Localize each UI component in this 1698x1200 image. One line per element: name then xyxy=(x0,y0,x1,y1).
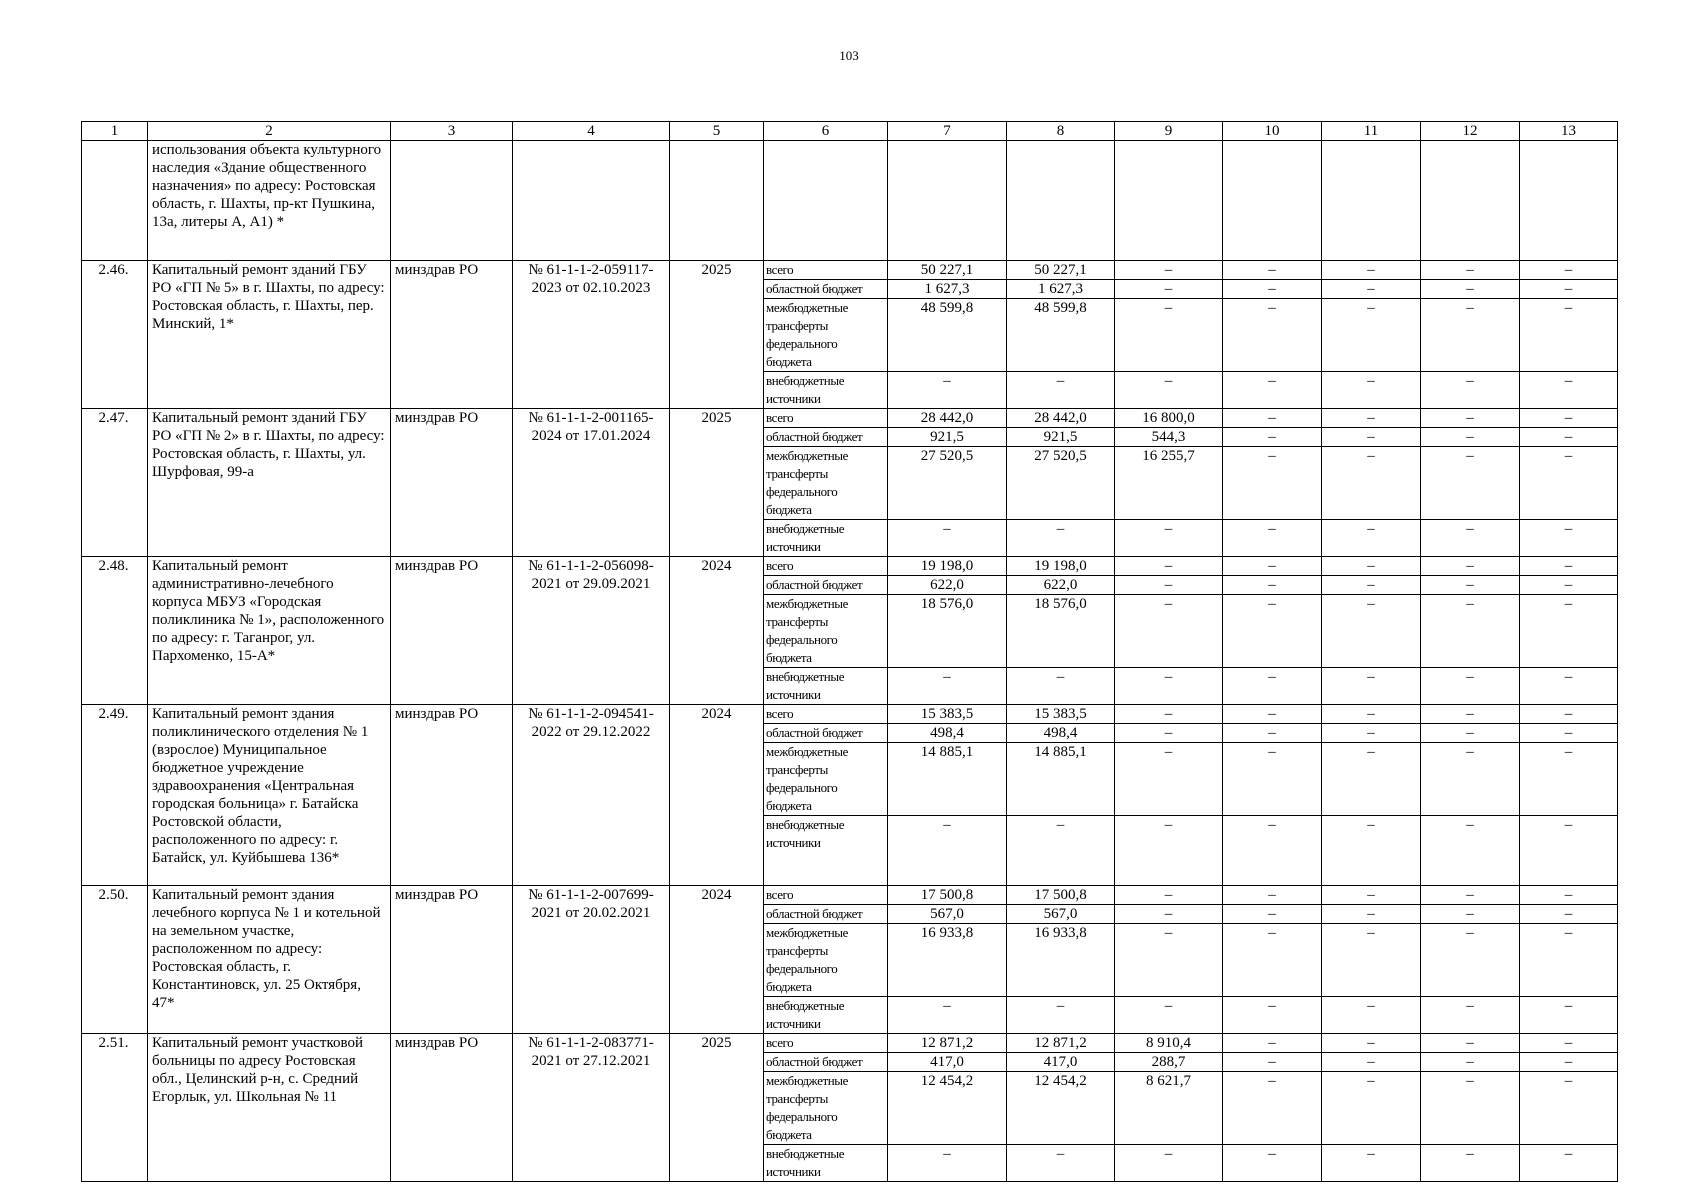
value-cell: – xyxy=(1421,299,1520,372)
table-row xyxy=(82,1034,1618,1053)
document-number: № 61-1-1-2-083771-2021 от 27.12.2021 xyxy=(513,1034,670,1182)
value-cell: – xyxy=(1520,924,1618,997)
value-cell: – xyxy=(1223,299,1322,372)
value-cell: – xyxy=(1115,520,1223,557)
value-cell: – xyxy=(1322,1072,1421,1145)
column-number-13: 13 xyxy=(1520,122,1618,141)
value-cell: – xyxy=(1520,816,1618,886)
funding-source: всего xyxy=(764,705,888,724)
object-name: Капитальный ремонт зданий ГБУ РО «ГП № 5» в г. Шахты, по адресу: Ростовская область, г. Шахты, пер. Минский, 1* xyxy=(148,261,391,409)
value-cell: – xyxy=(888,997,1007,1034)
column-number-11: 11 xyxy=(1322,122,1421,141)
value-cell: – xyxy=(1421,1072,1520,1145)
value-cell: – xyxy=(1115,557,1223,576)
funding-source: межбюджетные трансферты федерального бюджета xyxy=(764,299,888,372)
column-number-4: 4 xyxy=(513,122,670,141)
value-cell: – xyxy=(1115,595,1223,668)
column-number-9: 9 xyxy=(1115,122,1223,141)
object-name: Капитальный ремонт административно-лечебного корпуса МБУЗ «Городская поликлиника № 1», расположенного по адресу: г. Таганрог, ул. Пархоменко, 15-А* xyxy=(148,557,391,705)
table-row xyxy=(82,557,1618,576)
value-cell: 8 910,4 xyxy=(1115,1034,1223,1053)
value-cell: – xyxy=(1223,372,1322,409)
column-number-5: 5 xyxy=(670,122,764,141)
value-cell: – xyxy=(1223,997,1322,1034)
value-cell: – xyxy=(1421,409,1520,428)
responsible-org: минздрав РО xyxy=(391,1034,513,1182)
funding-source: межбюджетные трансферты федерального бюджета xyxy=(764,743,888,816)
value-cell: – xyxy=(1520,447,1618,520)
funding-source: внебюджетные источники xyxy=(764,372,888,409)
document-number: № 61-1-1-2-059117-2023 от 02.10.2023 xyxy=(513,261,670,409)
object-name: Капитальный ремонт здания поликлинического отделения № 1 (взрослое) Муниципальное бюджетное учреждение здравоохранения «Центральная городская больница» г. Батайска Ростовской области, расположенного по адресу: г. Батайск, ул. Куйбышева 136* xyxy=(148,705,391,886)
value-cell: – xyxy=(1421,576,1520,595)
value-cell: 16 255,7 xyxy=(1115,447,1223,520)
value-cell: – xyxy=(1115,816,1223,886)
column-number-12: 12 xyxy=(1421,122,1520,141)
value-cell: – xyxy=(1421,557,1520,576)
value-cell: – xyxy=(888,1145,1007,1182)
value-cell: – xyxy=(1322,997,1421,1034)
value-cell: – xyxy=(1007,816,1115,886)
value-cell: – xyxy=(1520,1053,1618,1072)
value-cell: 12 871,2 xyxy=(888,1034,1007,1053)
group-number: 2.46. xyxy=(82,261,148,409)
column-number-3: 3 xyxy=(391,122,513,141)
value-cell: – xyxy=(1223,705,1322,724)
value-cell: – xyxy=(1421,743,1520,816)
value-cell: – xyxy=(1520,886,1618,905)
value-cell: – xyxy=(1223,1053,1322,1072)
value-cell: – xyxy=(1322,705,1421,724)
year: 2024 xyxy=(670,557,764,705)
responsible-org: минздрав РО xyxy=(391,409,513,557)
funding-source: всего xyxy=(764,409,888,428)
value-cell: – xyxy=(1115,668,1223,705)
responsible-org: минздрав РО xyxy=(391,261,513,409)
group-number: 2.48. xyxy=(82,557,148,705)
value-cell: – xyxy=(1421,705,1520,724)
value-cell: – xyxy=(1007,520,1115,557)
value-cell: 567,0 xyxy=(1007,905,1115,924)
value-cell: – xyxy=(1115,261,1223,280)
value-cell: 417,0 xyxy=(1007,1053,1115,1072)
value-cell: – xyxy=(1322,409,1421,428)
value-cell: – xyxy=(1223,557,1322,576)
cell-num xyxy=(82,141,148,261)
value-cell: 16 933,8 xyxy=(888,924,1007,997)
value-cell: 1 627,3 xyxy=(1007,280,1115,299)
value-cell: – xyxy=(1115,905,1223,924)
value-cell: – xyxy=(1115,924,1223,997)
value-cell: 567,0 xyxy=(888,905,1007,924)
value-cell: – xyxy=(1322,447,1421,520)
value-cell: – xyxy=(1007,997,1115,1034)
value-cell: 50 227,1 xyxy=(888,261,1007,280)
value-cell: – xyxy=(1115,1145,1223,1182)
value-cell: 14 885,1 xyxy=(888,743,1007,816)
value-cell: – xyxy=(1322,1053,1421,1072)
value-cell: – xyxy=(1322,372,1421,409)
value-cell: – xyxy=(1421,261,1520,280)
value-cell: – xyxy=(1520,520,1618,557)
value-cell: 17 500,8 xyxy=(888,886,1007,905)
value-cell: – xyxy=(1520,905,1618,924)
value-cell: – xyxy=(1223,428,1322,447)
funding-source: областной бюджет xyxy=(764,905,888,924)
value-cell: – xyxy=(1223,743,1322,816)
value-cell: – xyxy=(888,668,1007,705)
year: 2024 xyxy=(670,886,764,1034)
value-cell: 16 933,8 xyxy=(1007,924,1115,997)
value-cell: – xyxy=(1007,372,1115,409)
value-cell: – xyxy=(1322,576,1421,595)
value-cell: – xyxy=(1322,905,1421,924)
funding-source: областной бюджет xyxy=(764,428,888,447)
value-cell: – xyxy=(1520,724,1618,743)
value-cell: 622,0 xyxy=(1007,576,1115,595)
value-cell: – xyxy=(1223,1145,1322,1182)
document-number: № 61-1-1-2-094541-2022 от 29.12.2022 xyxy=(513,705,670,886)
value-cell: – xyxy=(1223,668,1322,705)
group-number: 2.50. xyxy=(82,886,148,1034)
value-cell: – xyxy=(1520,705,1618,724)
value-cell: 15 383,5 xyxy=(888,705,1007,724)
column-number-10: 10 xyxy=(1223,122,1322,141)
value-cell: – xyxy=(1223,595,1322,668)
value-cell: – xyxy=(1322,924,1421,997)
value-cell: 27 520,5 xyxy=(888,447,1007,520)
funding-source: внебюджетные источники xyxy=(764,1145,888,1182)
value-cell: – xyxy=(1322,428,1421,447)
value-cell: – xyxy=(1520,372,1618,409)
value-cell: – xyxy=(1520,428,1618,447)
funding-source: межбюджетные трансферты федерального бюджета xyxy=(764,447,888,520)
value-cell: – xyxy=(888,520,1007,557)
column-number-1: 1 xyxy=(82,122,148,141)
value-cell: – xyxy=(1115,705,1223,724)
funding-source: областной бюджет xyxy=(764,280,888,299)
value-cell: – xyxy=(1322,668,1421,705)
value-cell: – xyxy=(1007,668,1115,705)
value-cell: 288,7 xyxy=(1115,1053,1223,1072)
value-cell: 18 576,0 xyxy=(1007,595,1115,668)
funding-source: всего xyxy=(764,1034,888,1053)
funding-source: областной бюджет xyxy=(764,1053,888,1072)
value-cell: – xyxy=(1421,997,1520,1034)
page-number: 103 xyxy=(839,48,859,63)
value-cell: – xyxy=(1520,280,1618,299)
value-cell: – xyxy=(1322,557,1421,576)
value-cell: – xyxy=(1115,576,1223,595)
funding-source: внебюджетные источники xyxy=(764,997,888,1034)
object-name: Капитальный ремонт участковой больницы по адресу Ростовская обл., Целинский р-н, с. Средний Егорлык, ул. Школьная № 11 xyxy=(148,1034,391,1182)
value-cell: 12 454,2 xyxy=(1007,1072,1115,1145)
value-cell: – xyxy=(1520,576,1618,595)
table-row xyxy=(82,886,1618,905)
value-cell: – xyxy=(1223,905,1322,924)
value-cell: 15 383,5 xyxy=(1007,705,1115,724)
value-cell: 622,0 xyxy=(888,576,1007,595)
funding-source: внебюджетные источники xyxy=(764,816,888,886)
value-cell: 27 520,5 xyxy=(1007,447,1115,520)
value-cell: – xyxy=(1421,1034,1520,1053)
value-cell: – xyxy=(1322,886,1421,905)
group-number: 2.51. xyxy=(82,1034,148,1182)
document-number: № 61-1-1-2-007699-2021 от 20.02.2021 xyxy=(513,886,670,1034)
object-name: Капитальный ремонт здания лечебного корпуса № 1 и котельной на земельном участке, расположенном по адресу: Ростовская область, г. Константиновск, ул. 25 Октября, 47* xyxy=(148,886,391,1034)
value-cell: – xyxy=(1421,595,1520,668)
value-cell: – xyxy=(1223,1072,1322,1145)
column-number-8: 8 xyxy=(1007,122,1115,141)
value-cell: – xyxy=(1421,668,1520,705)
value-cell: – xyxy=(1223,576,1322,595)
value-cell: 50 227,1 xyxy=(1007,261,1115,280)
funding-source: всего xyxy=(764,557,888,576)
responsible-org: минздрав РО xyxy=(391,557,513,705)
value-cell: – xyxy=(1322,743,1421,816)
object-name: Капитальный ремонт зданий ГБУ РО «ГП № 2» в г. Шахты, по адресу: Ростовская область, г. Шахты, ул. Шурфовая, 99-а xyxy=(148,409,391,557)
value-cell: – xyxy=(1520,1145,1618,1182)
value-cell: – xyxy=(1007,1145,1115,1182)
value-cell: – xyxy=(1223,409,1322,428)
value-cell: – xyxy=(1421,905,1520,924)
table-row xyxy=(82,705,1618,724)
value-cell: – xyxy=(1421,816,1520,886)
value-cell: – xyxy=(1520,1072,1618,1145)
value-cell: – xyxy=(1520,997,1618,1034)
value-cell: – xyxy=(1421,447,1520,520)
value-cell: – xyxy=(1520,299,1618,372)
value-cell: – xyxy=(1520,668,1618,705)
value-cell: – xyxy=(1421,924,1520,997)
value-cell: – xyxy=(1322,595,1421,668)
value-cell: – xyxy=(1223,1034,1322,1053)
funding-source: межбюджетные трансферты федерального бюджета xyxy=(764,595,888,668)
table-row xyxy=(82,409,1618,428)
value-cell: 498,4 xyxy=(1007,724,1115,743)
value-cell: – xyxy=(1421,1145,1520,1182)
value-cell: – xyxy=(1520,409,1618,428)
year: 2025 xyxy=(670,261,764,409)
year: 2025 xyxy=(670,409,764,557)
value-cell: – xyxy=(1223,280,1322,299)
value-cell: 544,3 xyxy=(1115,428,1223,447)
value-cell: – xyxy=(1520,557,1618,576)
value-cell: 8 621,7 xyxy=(1115,1072,1223,1145)
value-cell: 16 800,0 xyxy=(1115,409,1223,428)
table-row xyxy=(82,261,1618,280)
column-number-7: 7 xyxy=(888,122,1007,141)
responsible-org: минздрав РО xyxy=(391,705,513,886)
value-cell: – xyxy=(1115,724,1223,743)
value-cell: – xyxy=(1223,886,1322,905)
column-number-6: 6 xyxy=(764,122,888,141)
value-cell: – xyxy=(1520,743,1618,816)
value-cell: 17 500,8 xyxy=(1007,886,1115,905)
value-cell: 921,5 xyxy=(888,428,1007,447)
funding-source: внебюджетные источники xyxy=(764,520,888,557)
value-cell: 48 599,8 xyxy=(888,299,1007,372)
value-cell: – xyxy=(1223,447,1322,520)
value-cell: – xyxy=(1115,372,1223,409)
year: 2024 xyxy=(670,705,764,886)
value-cell: – xyxy=(1322,1034,1421,1053)
value-cell: – xyxy=(1223,261,1322,280)
value-cell: – xyxy=(1322,261,1421,280)
value-cell: 417,0 xyxy=(888,1053,1007,1072)
continuation-row xyxy=(82,141,1618,261)
value-cell: – xyxy=(1322,724,1421,743)
value-cell: – xyxy=(1421,280,1520,299)
funding-source: внебюджетные источники xyxy=(764,668,888,705)
funding-source: областной бюджет xyxy=(764,724,888,743)
value-cell: 19 198,0 xyxy=(1007,557,1115,576)
year: 2025 xyxy=(670,1034,764,1182)
value-cell: 921,5 xyxy=(1007,428,1115,447)
value-cell: – xyxy=(1115,743,1223,816)
value-cell: – xyxy=(1322,520,1421,557)
value-cell: 1 627,3 xyxy=(888,280,1007,299)
value-cell: – xyxy=(1322,816,1421,886)
group-number: 2.49. xyxy=(82,705,148,886)
value-cell: – xyxy=(888,372,1007,409)
value-cell: – xyxy=(1520,1034,1618,1053)
funding-source: всего xyxy=(764,261,888,280)
value-cell: – xyxy=(1223,816,1322,886)
value-cell: 12 871,2 xyxy=(1007,1034,1115,1053)
value-cell: – xyxy=(1421,372,1520,409)
value-cell: – xyxy=(1322,299,1421,372)
responsible-org: минздрав РО xyxy=(391,886,513,1034)
value-cell: – xyxy=(1421,428,1520,447)
funding-source: областной бюджет xyxy=(764,576,888,595)
value-cell: – xyxy=(1520,595,1618,668)
value-cell: – xyxy=(1520,261,1618,280)
value-cell: – xyxy=(1421,886,1520,905)
funding-source: межбюджетные трансферты федерального бюджета xyxy=(764,1072,888,1145)
value-cell: 48 599,8 xyxy=(1007,299,1115,372)
value-cell: 28 442,0 xyxy=(1007,409,1115,428)
value-cell: – xyxy=(1322,280,1421,299)
document-number: № 61-1-1-2-001165-2024 от 17.01.2024 xyxy=(513,409,670,557)
value-cell: – xyxy=(888,816,1007,886)
column-number-row xyxy=(82,122,1618,141)
value-cell: – xyxy=(1115,997,1223,1034)
value-cell: 498,4 xyxy=(888,724,1007,743)
continuation-name: использования объекта культурного наследия «Здание общественного назначения» по адресу: Ростовская область, г. Шахты, пр-кт Пушкина, 13а, литеры А, А1) * xyxy=(148,141,391,261)
funding-source: всего xyxy=(764,886,888,905)
value-cell: – xyxy=(1322,1145,1421,1182)
value-cell: – xyxy=(1115,299,1223,372)
column-number-2: 2 xyxy=(148,122,391,141)
value-cell: – xyxy=(1115,280,1223,299)
group-number: 2.47. xyxy=(82,409,148,557)
value-cell: – xyxy=(1223,924,1322,997)
funding-source: межбюджетные трансферты федерального бюджета xyxy=(764,924,888,997)
value-cell: 28 442,0 xyxy=(888,409,1007,428)
value-cell: 19 198,0 xyxy=(888,557,1007,576)
document-number: № 61-1-1-2-056098-2021 от 29.09.2021 xyxy=(513,557,670,705)
value-cell: – xyxy=(1115,886,1223,905)
value-cell: – xyxy=(1421,1053,1520,1072)
value-cell: 18 576,0 xyxy=(888,595,1007,668)
value-cell: – xyxy=(1421,724,1520,743)
value-cell: 14 885,1 xyxy=(1007,743,1115,816)
value-cell: – xyxy=(1223,520,1322,557)
value-cell: – xyxy=(1421,520,1520,557)
program-table xyxy=(81,121,1618,1182)
value-cell: 12 454,2 xyxy=(888,1072,1007,1145)
value-cell: – xyxy=(1223,724,1322,743)
